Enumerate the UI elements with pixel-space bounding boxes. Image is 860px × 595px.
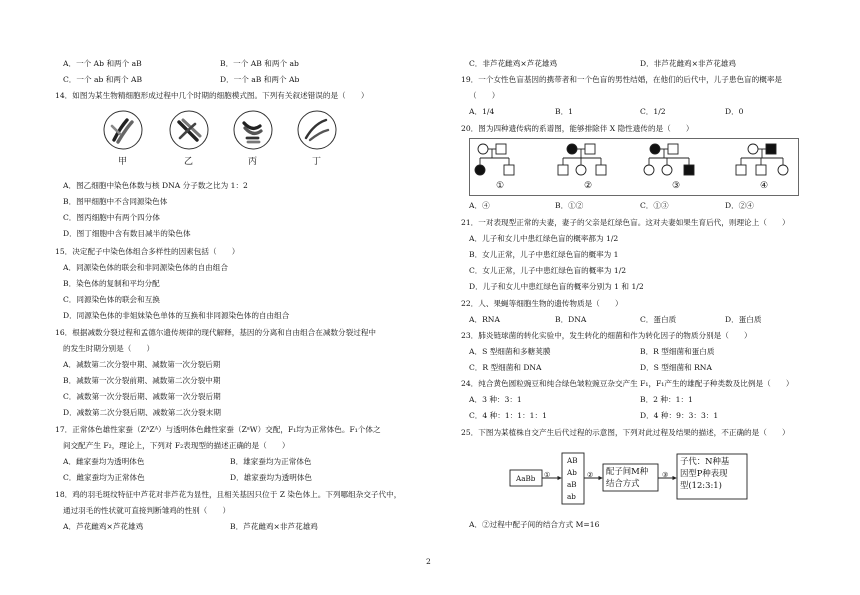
q15-option-b: B．染色体的复制和平均分配 bbox=[63, 279, 160, 288]
q23-option-c: C．R 型细菌和 DNA bbox=[469, 363, 542, 372]
cell-yi-image bbox=[170, 111, 208, 149]
q22-stem: 22．人、果蝇等细胞生物的遗传物质是（ ） bbox=[461, 299, 623, 308]
q20-option-a: A．④ bbox=[469, 201, 490, 210]
diagram-end-line3: 型(12:3:1) bbox=[680, 480, 722, 490]
q20-stem: 20．图为四种遗传病的系谱图，能够排除伴 X 隐性遗传的是（ ） bbox=[461, 124, 694, 133]
q17-stem-line1: 17．正常体色雄性家蚕（ZᴬZᴬ）与透明体色雌性家蚕（ZᵃW）交配，F₁均为正常体色。F₁个体之 bbox=[55, 425, 381, 434]
q20-option-d: D．②④ bbox=[725, 201, 754, 210]
q19-option-d: D．0 bbox=[725, 107, 744, 116]
q19-stem-line1: 19．一个女性色盲基因的携带者和一个色盲的男性结婚，在他们的后代中，儿子患色盲的概率是 bbox=[461, 75, 783, 84]
cell-bing-image bbox=[234, 111, 272, 149]
q18-option-d: D．非芦花雌鸡×非芦花雄鸡 bbox=[640, 59, 736, 68]
q13-option-a: A．一个 Ab 和两个 aB bbox=[63, 59, 142, 68]
q24-option-b: B．2 种：1：1 bbox=[640, 395, 693, 404]
q21-stem: 21．一对表现型正常的夫妻，妻子的父亲是红绿色盲。这对夫妻如果生育后代，则理论上（ ） bbox=[461, 218, 790, 227]
diagram-step2: ② bbox=[587, 470, 594, 479]
diagram-gamete-1: AB bbox=[567, 456, 578, 465]
q25-option-a: A．②过程中配子间的结合方式 M=16 bbox=[469, 520, 600, 529]
q20-option-c: C．①③ bbox=[640, 201, 669, 210]
q23-option-d: D．S 型细菌和 RNA bbox=[640, 363, 712, 372]
q24-stem: 24．纯合黄色圆粒豌豆和纯合绿色皱粒豌豆杂交产生 F₁，F₁产生的雄配子种类数及比例是（ ） bbox=[461, 379, 794, 388]
q14-option-d: D．图丁细胞中含有数目减半的染色体 bbox=[63, 229, 191, 238]
q16-stem-line1: 16．根据减数分裂过程和孟德尔遗传规律的现代解释，基因的分离和自由组合在减数分裂过程中 bbox=[55, 328, 377, 337]
cell-label-bing: 丙 bbox=[248, 157, 258, 167]
q16-stem-line2: 的发生时期分别是（ ） bbox=[63, 344, 155, 353]
q24-option-a: A．3 种：3：1 bbox=[469, 395, 522, 404]
q23-option-a: A．S 型细菌和多糖荚膜 bbox=[469, 347, 551, 356]
diagram-start-text: AaBb bbox=[516, 474, 536, 483]
q22-option-a: A．RNA bbox=[469, 315, 500, 324]
diagram-step3: ③ bbox=[662, 470, 669, 479]
q19-stem-line2: （ ） bbox=[469, 91, 500, 100]
cell-ding-image bbox=[298, 111, 336, 149]
q21-option-d: D．儿子和女儿中患红绿色盲的概率分别为 1 和 1/2 bbox=[469, 282, 644, 291]
q19-option-a: A．1/4 bbox=[469, 107, 495, 116]
q22-option-c: C．蛋白质 bbox=[640, 315, 677, 324]
diagram-mid-line1: 配子间M种 bbox=[606, 466, 649, 476]
q23-stem: 23．肺炎链球菌的转化实验中，发生转化的细菌和作为转化因子的物质分别是（ ） bbox=[461, 331, 752, 340]
q13-option-c: C．一个 ab 和两个 AB bbox=[63, 75, 143, 84]
q18-stem-line1: 18．鸡的羽毛斑纹特征中芦花对非芦花为显性，且相关基因只位于 Z 染色体上。下列哪组杂交子代中， bbox=[55, 490, 402, 499]
diagram-gamete-3: aB bbox=[567, 480, 577, 489]
q21-option-c: C．女儿正常，儿子中患红绿色盲的概率为 1/2 bbox=[469, 266, 627, 275]
pedigree-label-3: ③ bbox=[672, 181, 681, 191]
q14-option-b: B．图甲细胞中不含同源染色体 bbox=[63, 197, 168, 206]
page-number: 2 bbox=[426, 557, 431, 566]
q19-option-b: B．1 bbox=[555, 107, 574, 116]
pedigree-label-2: ② bbox=[584, 181, 593, 191]
q16-option-d: D．减数第二次分裂后期、减数第二次分裂末期 bbox=[63, 408, 221, 417]
q14-option-c: C．图丙细胞中有两个四分体 bbox=[63, 213, 160, 222]
q24-option-d: D．4 种：9：3：3：1 bbox=[640, 411, 719, 420]
q24-option-c: C．4 种：1：1：1：1 bbox=[469, 411, 547, 420]
q17-option-a: A．雌家蚕均为透明体色 bbox=[63, 457, 145, 466]
q14-stem: 14．如图为某生物精细胞形成过程中几个时期的细胞模式图。下列有关叙述错误的是（ ） bbox=[55, 91, 369, 100]
pedigree-label-1: ① bbox=[496, 181, 505, 191]
diagram-gamete-2: Ab bbox=[567, 468, 577, 477]
q16-option-a: A．减数第二次分裂中期、减数第一次分裂后期 bbox=[63, 360, 221, 369]
cell-label-ding: 丁 bbox=[312, 157, 322, 167]
q22-option-d: D．蛋白质 bbox=[725, 315, 762, 324]
q17-option-c: C．雌家蚕均为正常体色 bbox=[63, 473, 145, 482]
q15-option-d: D．同源染色体的非姐妹染色单体的互换和非同源染色体的自由组合 bbox=[63, 311, 290, 320]
q14-option-a: A．图乙细胞中染色体数与核 DNA 分子数之比为 1：2 bbox=[63, 181, 248, 190]
q15-option-a: A．同源染色体的联会和非同源染色体的自由组合 bbox=[63, 263, 228, 272]
q20-option-b: B．①② bbox=[555, 201, 584, 210]
diagram-mid-line2: 结合方式 bbox=[606, 478, 640, 488]
q13-option-d: D．一个 aB 和两个 Ab bbox=[220, 75, 300, 84]
q14-cell-figure bbox=[100, 108, 370, 168]
diagram-gamete-4: ab bbox=[567, 492, 576, 501]
diagram-end-line2: 因型P种表现 bbox=[680, 468, 728, 478]
q19-option-c: C．1/2 bbox=[640, 107, 666, 116]
q17-option-b: B．雄家蚕均为正常体色 bbox=[230, 457, 312, 466]
cell-jia-image bbox=[104, 111, 142, 149]
q21-option-a: A．儿子和女儿中患红绿色盲的概率都为 1/2 bbox=[469, 234, 619, 243]
q15-option-c: C．同源染色体的联会和互换 bbox=[63, 295, 160, 304]
q22-option-b: B．DNA bbox=[555, 315, 587, 324]
q21-option-b: B．女儿正常，儿子中患红绿色盲的概率为 1 bbox=[469, 250, 619, 259]
q23-option-b: B．R 型细菌和蛋白质 bbox=[640, 347, 715, 356]
cell-label-jia: 甲 bbox=[118, 157, 128, 167]
q25-stem: 25．下图为某植株自交产生后代过程的示意图，下列对此过程及结果的描述，不正确的是（ ） bbox=[461, 428, 790, 437]
q18-option-b: B．芦花雌鸡×非芦花雄鸡 bbox=[230, 522, 318, 531]
q20-pedigree-figure bbox=[469, 138, 799, 196]
pedigree-label-4: ④ bbox=[760, 181, 769, 191]
q17-stem-line2: 间交配产生 F₂，理论上，下列对 F₂表现型的描述正确的是（ ） bbox=[63, 441, 290, 450]
q17-option-d: D．雄家蚕均为透明体色 bbox=[230, 473, 313, 482]
q18-option-c: C．非芦花雌鸡×芦花雄鸡 bbox=[469, 59, 558, 68]
q18-stem-line2: 通过羽毛的性状就可直接判断雏鸡的性别（ ） bbox=[63, 506, 231, 515]
q13-option-b: B．一个 AB 和两个 ab bbox=[220, 59, 299, 68]
q18-option-a: A．芦花雌鸡×芦花雄鸡 bbox=[63, 522, 144, 531]
cell-label-yi: 乙 bbox=[184, 157, 194, 167]
diagram-end-line1: 子代：N种基 bbox=[680, 456, 730, 466]
diagram-step1: ① bbox=[544, 470, 551, 479]
q16-option-b: B．减数第一次分裂前期、减数第二次分裂中期 bbox=[63, 376, 221, 385]
q16-option-c: C．减数第一次分裂后期、减数第一次分裂后期 bbox=[63, 392, 221, 401]
q15-stem: 15．决定配子中染色体组合多样性的因素包括（ ） bbox=[55, 247, 240, 256]
